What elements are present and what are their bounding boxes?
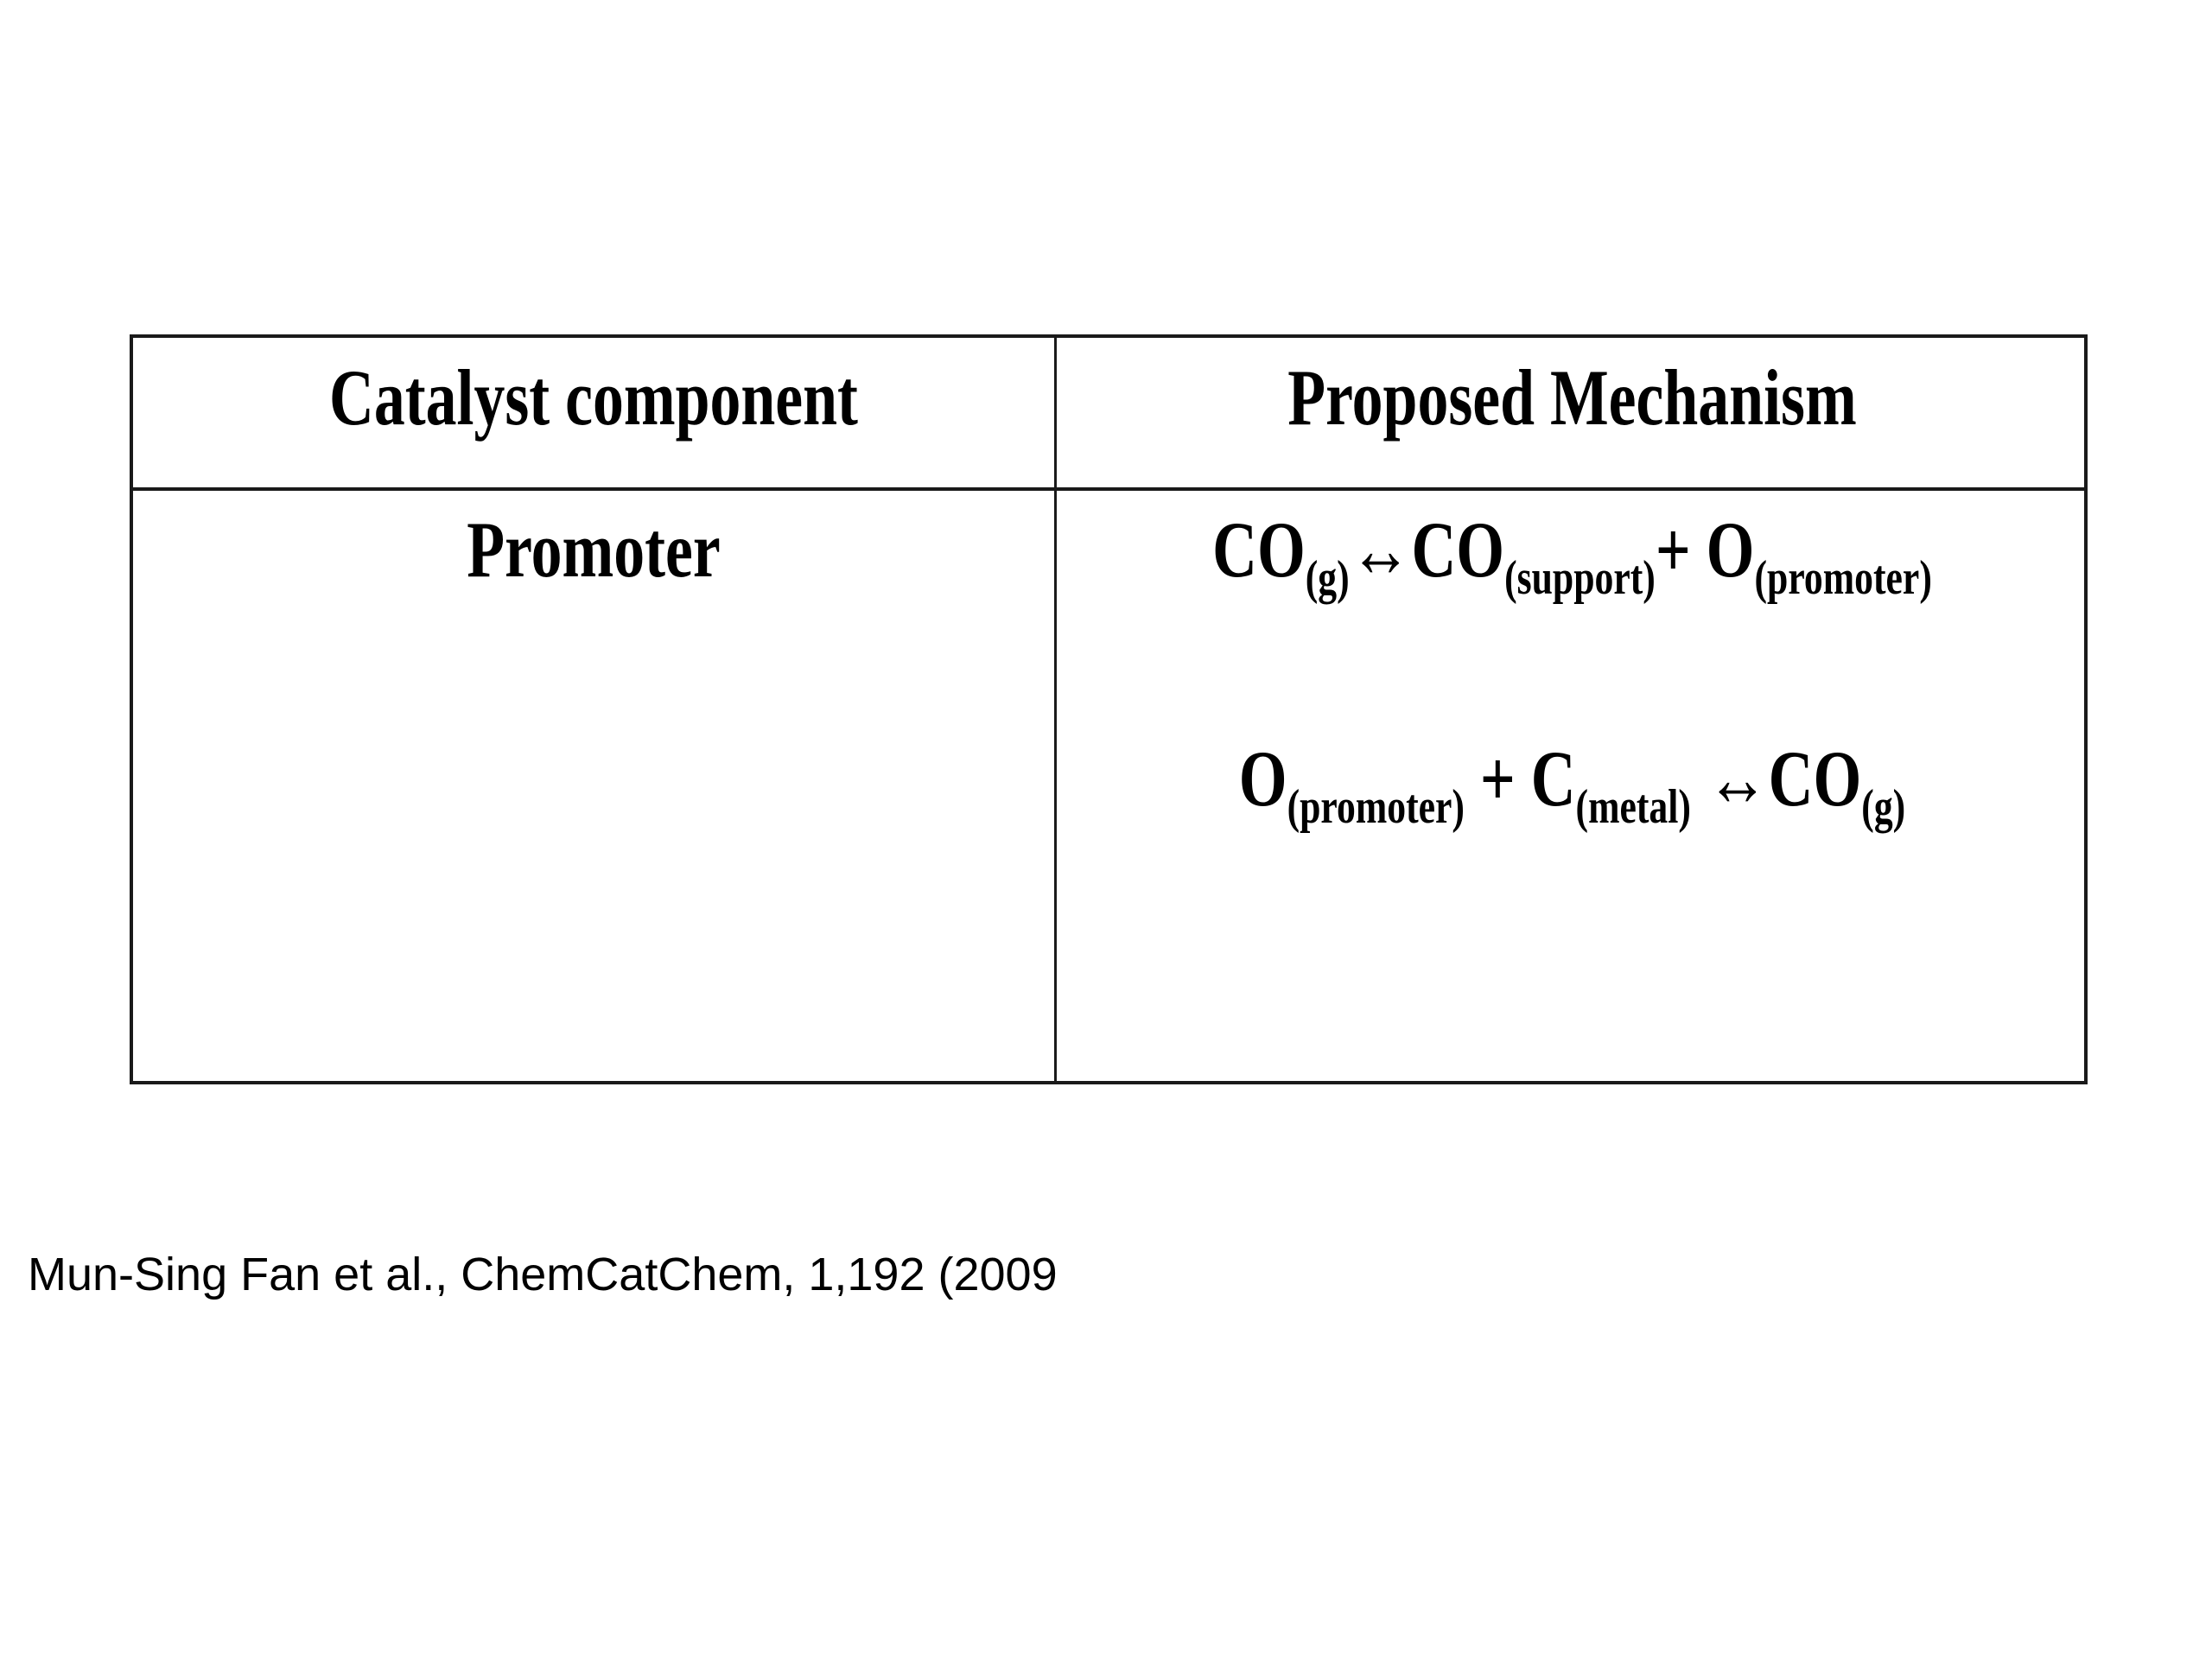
- equation-term: O: [1238, 734, 1287, 823]
- mechanism-equation-1: [1170, 502, 1974, 605]
- equation-subscript: (metal): [1575, 780, 1691, 834]
- mechanism-table: [130, 334, 2088, 1084]
- equation-term: + C: [1464, 734, 1576, 823]
- equation-subscript: (g): [1305, 551, 1350, 605]
- table-header-catalyst-component: Catalyst component: [329, 353, 858, 442]
- mechanism-equation-2: [1170, 731, 1974, 834]
- equation-term: ↔CO: [1349, 505, 1505, 594]
- table-header-proposed-mechanism: Proposed Mechanism: [1287, 353, 1857, 442]
- table-header-divider: [133, 487, 2084, 491]
- citation-text: Mun-Sing Fan et al., ChemCatChem, 1,192 (2009: [28, 1249, 1058, 1300]
- equation-subscript: (promoter): [1754, 551, 1932, 605]
- equation-subscript: (promoter): [1287, 780, 1465, 834]
- table-cell-component: Promoter: [467, 505, 721, 594]
- equation-subscript: (g): [1861, 780, 1906, 834]
- equation-subscript: (support): [1504, 551, 1656, 605]
- table-column-divider: [1054, 338, 1057, 1081]
- equation-term: CO: [1212, 505, 1306, 594]
- equation-term: + O: [1655, 505, 1755, 594]
- equation-term: ↔CO: [1690, 734, 1862, 823]
